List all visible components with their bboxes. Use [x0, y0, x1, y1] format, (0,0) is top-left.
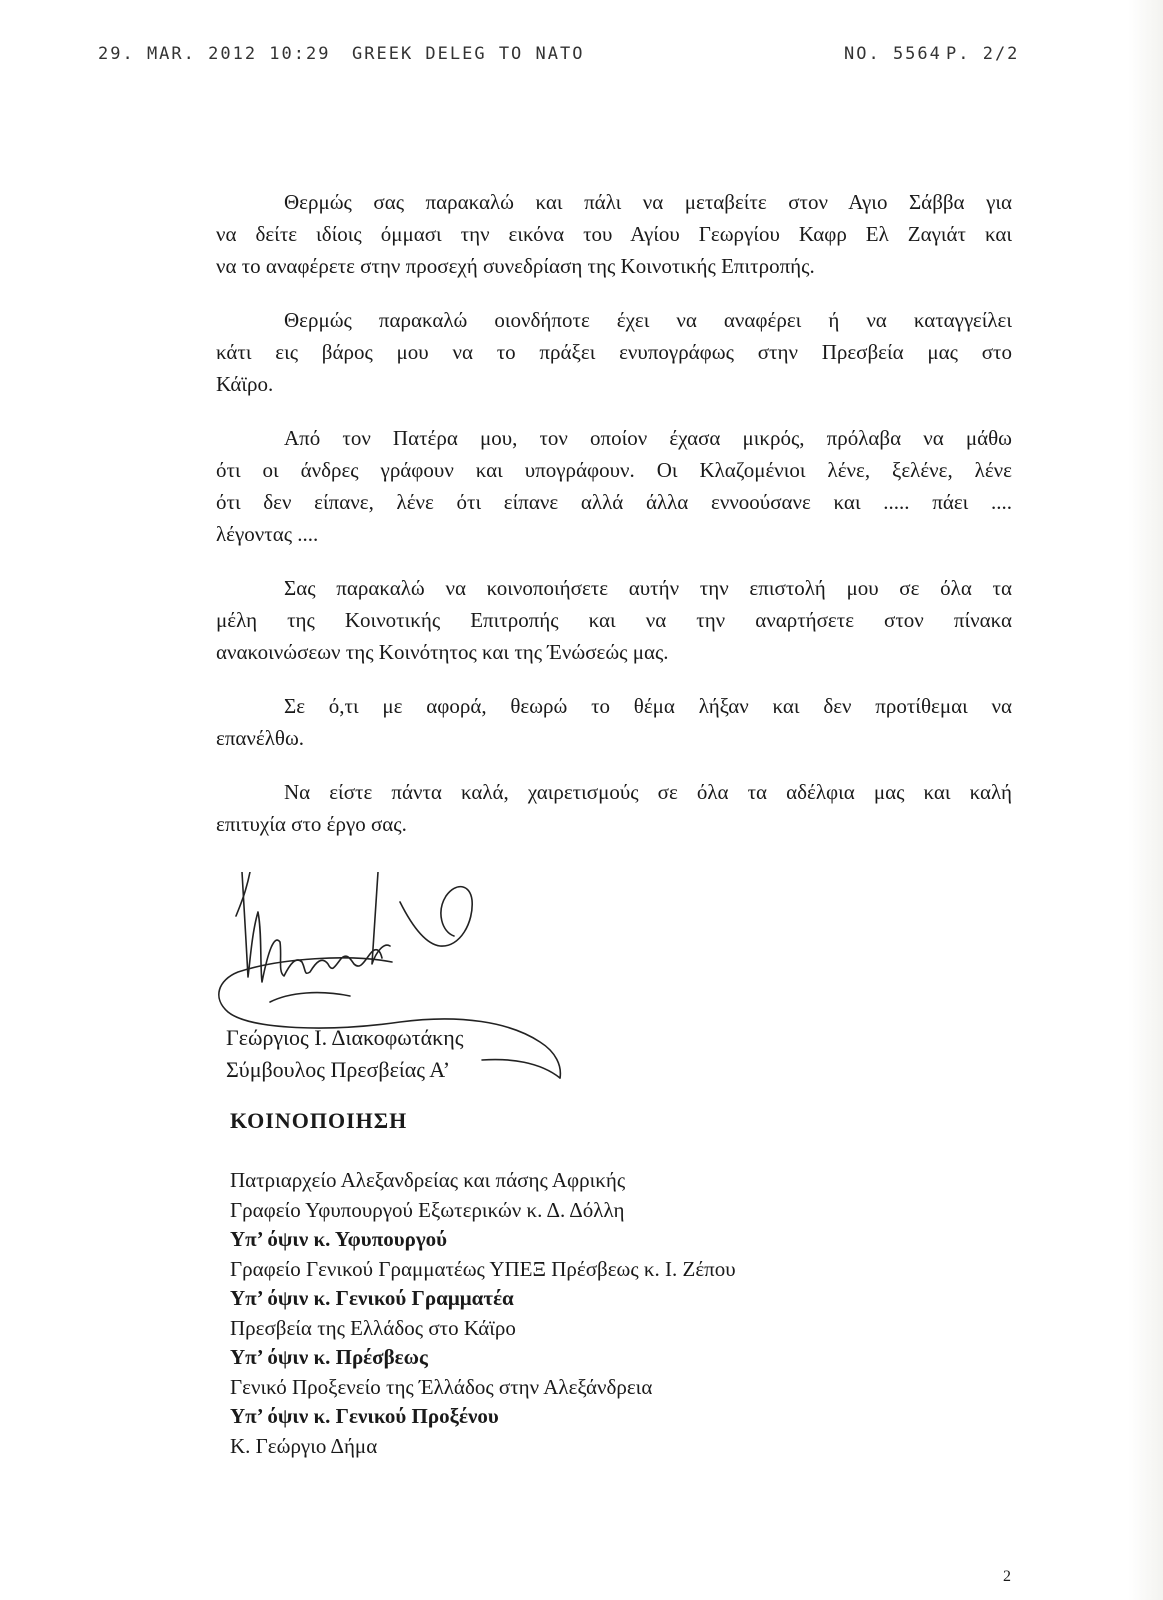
fax-number: NO. 5564 [844, 44, 942, 64]
cc-recipient-list [230, 1166, 990, 1461]
paragraph [216, 690, 1012, 754]
cc-recipient: Υπ’ όψιν κ. Υφυπουργού [230, 1227, 448, 1251]
text-line: μέλη της Κοινοτικής Επιτροπής και να την αναρτήσετε στον πίνακα [216, 608, 1012, 632]
text-line: κάτι εις βάρος μου να το πράξει ενυπογράφως στην Πρεσβεία μας στο [216, 340, 1012, 364]
paragraph [216, 572, 1012, 668]
fax-header [98, 44, 1023, 74]
text-line: Θερμώς παρακαλώ οιονδήποτε έχει να αναφέρει ή να καταγγείλει [284, 308, 1012, 332]
text-line: να δείτε ιδίοις όμμασι την εικόνα του Αγίου Γεωργίου Καφρ Ελ Ζαγιάτ και [216, 222, 1012, 246]
paragraph [216, 186, 1012, 282]
paragraph [216, 776, 1012, 840]
text-line: λέγοντας .... [216, 522, 319, 546]
signatory-title: Σύμβουλος Πρεσβείας Α’ [226, 1057, 451, 1082]
text-line: να το αναφέρετε στην προσεχή συνεδρίαση της Κοινοτικής Επιτροπής. [216, 254, 815, 278]
text-line: ανακοινώσεων της Κοινότητος και της Ένώσεώς μας. [216, 640, 669, 664]
text-line: επιτυχία στο έργο σας. [216, 812, 407, 836]
letter-body [216, 186, 1012, 862]
text-line: ότι δεν είπανε, λένε ότι είπανε αλλά άλλα εννοούσανε και ..... πάει .... [216, 490, 1012, 514]
text-line: Σε ό,τι με αφορά, θεωρώ το θέμα λήξαν και δεν προτίθεμαι να [284, 694, 1012, 718]
cc-recipient: Πατριαρχείο Αλεξανδρείας και πάσης Αφρικής [230, 1168, 626, 1192]
cc-recipient: Γραφείο Υφυπουργού Εξωτερικών κ. Δ. Δόλλη [230, 1197, 625, 1222]
paragraph [216, 304, 1012, 400]
text-line: Να είστε πάντα καλά, χαιρετισμούς σε όλα τα αδέλφια μας και καλή [284, 780, 1012, 804]
text-line: Θερμώς σας παρακαλώ και πάλι να μεταβείτε στον Αγιο Σάββα για [284, 190, 1012, 214]
signatory-block [226, 1022, 463, 1086]
cc-recipient: Γραφείο Γενικού Γραμματέως ΥΠΕΞ Πρέσβεως κ. Ι. Ζέπου [230, 1256, 736, 1281]
fax-page-count: P. 2/2 [946, 44, 1020, 64]
cc-recipient: Υπ’ όψιν κ. Γενικού Γραμματέα [230, 1286, 514, 1310]
cc-recipient: Κ. Γεώργιο Δήμα [230, 1433, 378, 1458]
signatory-name: Γεώργιος Ι. Διακοφωτάκης [226, 1025, 464, 1050]
text-line: Σας παρακαλώ να κοινοποιήσετε αυτήν την επιστολή μου σε όλα τα [284, 576, 1012, 600]
text-line: ότι οι άνδρες γράφουν και υπογράφουν. Οι Κλαζομένιοι λένε, ξελένε, λένε [216, 458, 1012, 482]
paragraph [216, 422, 1012, 550]
cc-recipient: Υπ’ όψιν κ. Πρέσβεως [230, 1345, 428, 1369]
page-number: 2 [1003, 1568, 1011, 1585]
cc-recipient: Πρεσβεία της Ελλάδος στο Κάϊρο [230, 1315, 516, 1340]
cc-recipient: Υπ’ όψιν κ. Γενικού Προξένου [230, 1404, 499, 1428]
text-line: επανέλθω. [216, 726, 305, 750]
fax-sender: GREEK DELEG TO NATO [352, 44, 585, 64]
text-line: Από τον Πατέρα μου, τον οποίον έχασα μικρός, πρόλαβα να μάθω [284, 426, 1012, 450]
cc-recipient: Γενικό Προξενείο της Έλλάδος στην Αλεξάνδρεια [230, 1374, 653, 1399]
text-line: Κάϊρο. [216, 372, 274, 396]
cc-heading: ΚΟΙΝΟΠΟΙΗΣΗ [230, 1108, 408, 1133]
fax-date: 29. MAR. 2012 10:29 [98, 44, 331, 64]
